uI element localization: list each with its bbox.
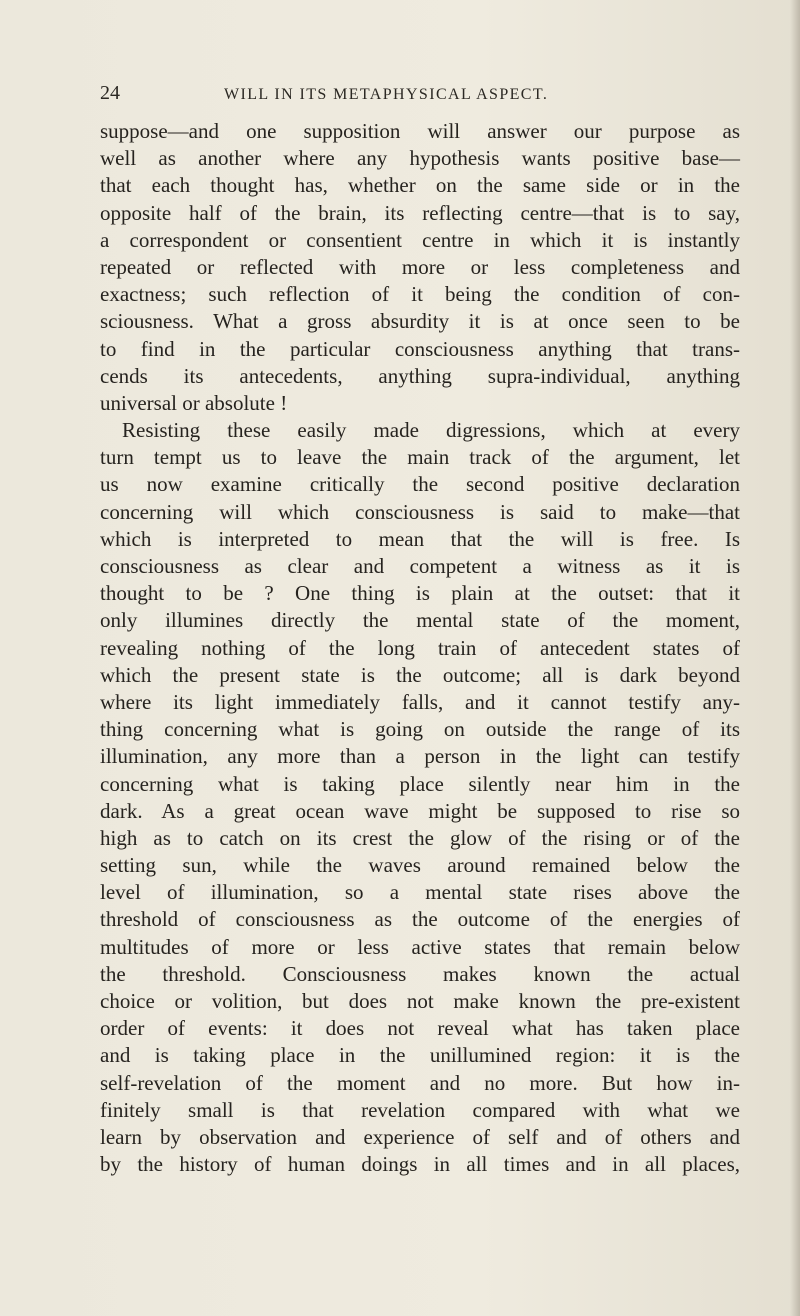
text-line: finitely small is that revelation compared with what we bbox=[100, 1097, 740, 1122]
text-line: sciousness. What a gross absurdity it is at once seen to be bbox=[100, 309, 740, 334]
text-line: suppose—and one supposition will answer our purpose as bbox=[100, 119, 740, 143]
text-line: revealing nothing of the long train of antecedent states of bbox=[100, 635, 740, 660]
text-line: multitudes of more or less active states that remain below bbox=[100, 934, 740, 959]
page-number: 24 bbox=[100, 82, 120, 104]
paragraph-end-line: universal or absolute ! bbox=[100, 390, 288, 415]
text-line: order of events: it does not reveal what has taken place bbox=[100, 1016, 740, 1041]
text-line: dark. As a great ocean wave might be supposed to rise so bbox=[100, 798, 740, 823]
running-head bbox=[100, 82, 720, 112]
running-title: WILL IN ITS METAPHYSICAL ASPECT. bbox=[224, 86, 549, 103]
text-line: by the history of human doings in all times and in all places, bbox=[100, 1152, 740, 1177]
text-line: illumination, any more than a person in the light can testify bbox=[100, 744, 740, 769]
text-line: choice or volition, but does not make known the pre-existent bbox=[100, 989, 740, 1013]
paragraph-start-line: Resisting these easily made digressions, which at every bbox=[122, 418, 740, 443]
text-line: where its light immediately falls, and it cannot testify any- bbox=[100, 689, 740, 714]
text-line: to find in the particular consciousness anything that trans- bbox=[100, 336, 740, 361]
text-line: well as another where any hypothesis wants positive base— bbox=[100, 146, 740, 171]
body-text bbox=[100, 118, 740, 1178]
text-line: concerning will which consciousness is said to make—that bbox=[100, 499, 740, 524]
text-line: opposite half of the brain, its reflecting centre—that is to say, bbox=[100, 200, 740, 225]
text-line: thought to be ? One thing is plain at the outset: that it bbox=[100, 581, 740, 606]
text-line: turn tempt us to leave the main track of the argument, let bbox=[100, 445, 740, 470]
text-line: consciousness as clear and competent a witness as it is bbox=[100, 554, 740, 578]
text-line: concerning what is taking place silently near him in the bbox=[100, 771, 740, 796]
text-line: the threshold. Consciousness makes known the actual bbox=[100, 961, 740, 986]
text-line: cends its antecedents, anything supra-individual, anything bbox=[100, 363, 740, 388]
text-line: level of illumination, so a mental state rises above the bbox=[100, 880, 740, 905]
text-line: which the present state is the outcome; all is dark beyond bbox=[100, 662, 740, 687]
text-line: threshold of consciousness as the outcome of the energies of bbox=[100, 907, 740, 932]
text-line: which is interpreted to mean that the will is free. Is bbox=[100, 526, 740, 551]
text-line: us now examine critically the second positive declaration bbox=[100, 472, 740, 497]
text-line: repeated or reflected with more or less completeness and bbox=[100, 254, 740, 279]
text-line: exactness; such reflection of it being the condition of con- bbox=[100, 282, 740, 307]
text-line: a correspondent or consentient centre in which it is instantly bbox=[100, 227, 740, 252]
text-line: and is taking place in the unillumined region: it is the bbox=[100, 1043, 740, 1068]
text-line: self-revelation of the moment and no more. But how in- bbox=[100, 1070, 740, 1095]
text-line: learn by observation and experience of self and of others and bbox=[100, 1124, 740, 1149]
text-line: thing concerning what is going on outside the range of its bbox=[100, 717, 740, 742]
page-edge-shadow bbox=[790, 0, 800, 1316]
text-line: high as to catch on its crest the glow of the rising or of the bbox=[100, 825, 740, 850]
text-line: only illumines directly the mental state of the moment, bbox=[100, 608, 740, 633]
text-line: setting sun, while the waves around remained below the bbox=[100, 853, 740, 878]
text-line: that each thought has, whether on the same side or in the bbox=[100, 173, 740, 198]
